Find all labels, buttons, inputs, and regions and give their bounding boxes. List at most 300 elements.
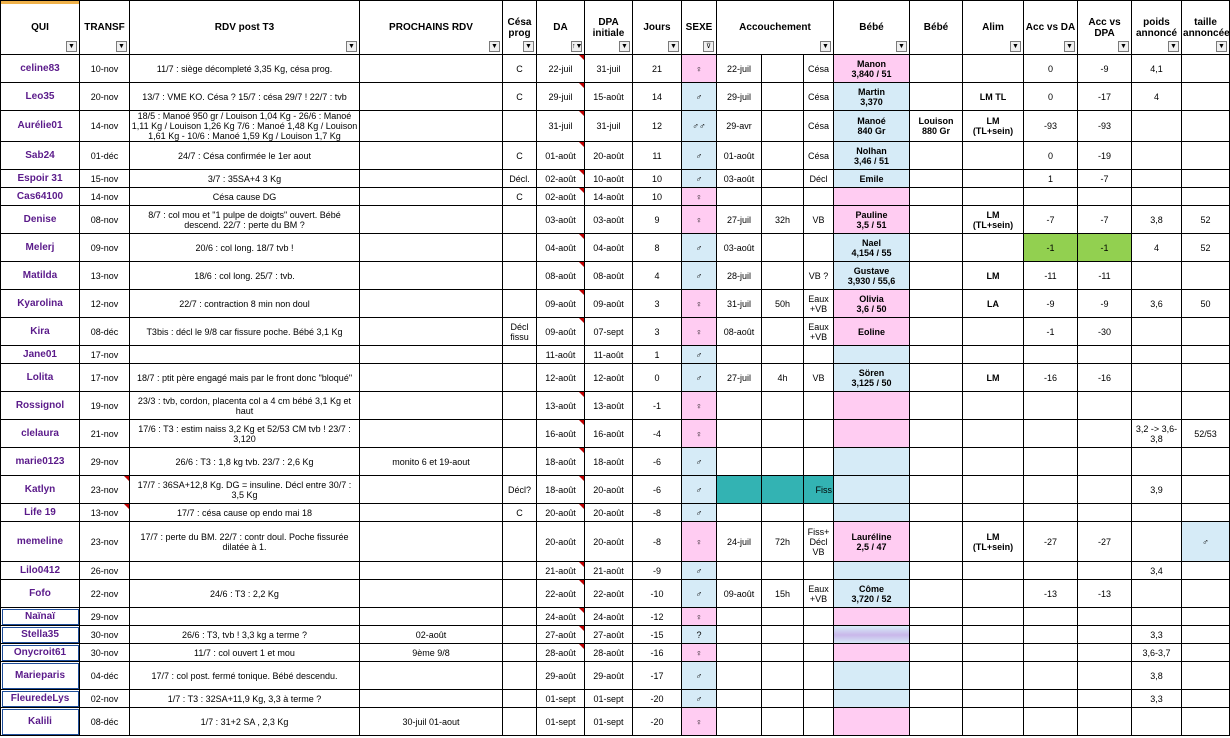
cell-bebe-2[interactable] [910,504,963,522]
cell-cesa-prog[interactable] [503,262,537,290]
cell-bebe[interactable] [834,420,910,448]
cell-sexe[interactable]: ♂ [682,448,717,476]
cell-acc-vs-dpa[interactable]: -7 [1078,170,1132,188]
cell-acc-duree[interactable]: 32h [762,206,804,234]
cell-prochains-rdv[interactable] [360,662,503,690]
cell-qui[interactable]: Fofo [1,580,80,608]
cell-qui[interactable]: Onycroit61 [1,644,80,662]
cell-transf[interactable]: 26-nov [80,562,130,580]
cell-taille-annoncee[interactable] [1182,662,1230,690]
cell-acc-vs-dpa[interactable] [1078,644,1132,662]
cell-jours[interactable]: 0 [633,364,682,392]
cell-dpa-initiale[interactable]: 31-juil [585,111,633,142]
cell-jours[interactable]: -15 [633,626,682,644]
cell-bebe-2[interactable] [910,708,963,736]
cell-acc-vs-dpa[interactable]: -27 [1078,522,1132,562]
cell-qui[interactable]: Cas64100 [1,188,80,206]
cell-bebe[interactable]: Eoline [834,318,910,346]
cell-jours[interactable]: 4 [633,262,682,290]
cell-poids-annonce[interactable]: 3,3 [1132,690,1182,708]
cell-acc-vs-dpa[interactable]: -13 [1078,580,1132,608]
cell-acc-type[interactable]: Césa [804,83,834,111]
cell-bebe[interactable] [834,188,910,206]
cell-acc-vs-dpa[interactable]: -11 [1078,262,1132,290]
cell-alim[interactable] [963,420,1024,448]
cell-taille-annoncee[interactable] [1182,644,1230,662]
cell-qui[interactable]: Leo35 [1,83,80,111]
cell-sexe[interactable]: ♂ [682,690,717,708]
dropdown-arrow-icon[interactable]: ▼ [1216,41,1227,52]
cell-da[interactable]: 27-août [537,626,585,644]
cell-poids-annonce[interactable] [1132,448,1182,476]
cell-prochains-rdv[interactable] [360,608,503,626]
header-sexe[interactable]: SEXE ⊽ [682,1,717,55]
cell-dpa-initiale[interactable]: 31-juil [585,55,633,83]
cell-poids-annonce[interactable] [1132,504,1182,522]
cell-acc-date[interactable]: 22-juil [717,55,762,83]
cell-dpa-initiale[interactable]: 01-sept [585,708,633,736]
cell-rdv-post-t3[interactable]: 13/7 : VME KO. Césa ? 15/7 : césa 29/7 ! 22/7 : tvb [130,83,360,111]
cell-prochains-rdv[interactable] [360,206,503,234]
cell-acc-date[interactable] [717,420,762,448]
cell-acc-vs-da[interactable]: -11 [1024,262,1078,290]
cell-dpa-initiale[interactable]: 24-août [585,608,633,626]
cell-sexe[interactable]: ♂ [682,562,717,580]
cell-poids-annonce[interactable]: 4 [1132,83,1182,111]
cell-acc-date[interactable]: 28-juil [717,262,762,290]
cell-bebe[interactable] [834,448,910,476]
cell-sexe[interactable]: ♀ [682,522,717,562]
cell-prochains-rdv[interactable] [360,111,503,142]
cell-da[interactable]: 02-août [537,188,585,206]
cell-acc-vs-da[interactable] [1024,420,1078,448]
cell-jours[interactable]: -6 [633,476,682,504]
cell-jours[interactable]: -6 [633,448,682,476]
cell-cesa-prog[interactable] [503,626,537,644]
cell-transf[interactable]: 15-nov [80,170,130,188]
header-poids-annonce[interactable]: poids annoncé ▼ [1132,1,1182,55]
cell-acc-vs-da[interactable]: -9 [1024,290,1078,318]
cell-acc-vs-da[interactable] [1024,476,1078,504]
cell-sexe[interactable]: ♂ [682,262,717,290]
cell-acc-vs-da[interactable] [1024,346,1078,364]
cell-acc-vs-da[interactable]: -13 [1024,580,1078,608]
cell-qui[interactable]: Sab24 [1,142,80,170]
header-jours[interactable]: Jours ▼ [633,1,682,55]
cell-dpa-initiale[interactable]: 13-août [585,392,633,420]
cell-acc-type[interactable]: Décl [804,170,834,188]
cell-acc-vs-da[interactable] [1024,708,1078,736]
cell-acc-type[interactable]: VB [804,364,834,392]
cell-sexe[interactable]: ♀ [682,392,717,420]
cell-bebe[interactable] [834,608,910,626]
cell-bebe[interactable]: Lauréline 2,5 / 47 [834,522,910,562]
cell-qui[interactable]: Jane01 [1,346,80,364]
cell-transf[interactable]: 08-déc [80,318,130,346]
cell-poids-annonce[interactable]: 3,6 [1132,290,1182,318]
header-prochains-rdv[interactable]: PROCHAINS RDV ▼ [360,1,503,55]
cell-poids-annonce[interactable] [1132,522,1182,562]
cell-jours[interactable]: 10 [633,188,682,206]
cell-sexe[interactable]: ♂ [682,476,717,504]
cell-transf[interactable]: 22-nov [80,580,130,608]
cell-cesa-prog[interactable] [503,346,537,364]
cell-sexe[interactable]: ♂ [682,364,717,392]
cell-sexe[interactable]: ♀ [682,290,717,318]
cell-da[interactable]: 18-août [537,448,585,476]
cell-acc-vs-da[interactable] [1024,392,1078,420]
cell-acc-vs-da[interactable] [1024,562,1078,580]
cell-acc-date[interactable] [717,188,762,206]
cell-da[interactable]: 29-juil [537,83,585,111]
cell-dpa-initiale[interactable]: 27-août [585,626,633,644]
cell-qui[interactable]: Katlyn [1,476,80,504]
cell-bebe-2[interactable] [910,188,963,206]
cell-da[interactable]: 03-août [537,206,585,234]
cell-acc-type[interactable] [804,626,834,644]
cell-acc-type[interactable] [804,608,834,626]
cell-qui[interactable]: Rossignol [1,392,80,420]
cell-acc-vs-dpa[interactable]: -30 [1078,318,1132,346]
cell-acc-vs-da[interactable] [1024,448,1078,476]
cell-transf[interactable]: 08-déc [80,708,130,736]
cell-acc-vs-da[interactable]: -1 [1024,318,1078,346]
cell-bebe-2[interactable] [910,142,963,170]
cell-acc-duree[interactable] [762,608,804,626]
cell-dpa-initiale[interactable]: 16-août [585,420,633,448]
cell-taille-annoncee[interactable] [1182,262,1230,290]
cell-dpa-initiale[interactable]: 09-août [585,290,633,318]
cell-bebe-2[interactable] [910,662,963,690]
cell-dpa-initiale[interactable]: 12-août [585,364,633,392]
cell-acc-date[interactable]: 31-juil [717,290,762,318]
cell-jours[interactable]: -12 [633,608,682,626]
cell-alim[interactable] [963,188,1024,206]
cell-transf[interactable]: 23-nov [80,522,130,562]
cell-jours[interactable]: 1 [633,346,682,364]
cell-poids-annonce[interactable] [1132,580,1182,608]
cell-bebe-2[interactable] [910,290,963,318]
cell-rdv-post-t3[interactable]: 17/7 : 36SA+12,8 Kg. DG = insuline. Décl entre 30/7 : 3,5 Kg [130,476,360,504]
cell-jours[interactable]: 11 [633,142,682,170]
cell-sexe[interactable]: ♀ [682,55,717,83]
cell-acc-date[interactable] [717,708,762,736]
cell-acc-vs-da[interactable]: -27 [1024,522,1078,562]
cell-rdv-post-t3[interactable]: 11/7 : siège décompleté 3,35 Kg, césa prog. [130,55,360,83]
cell-rdv-post-t3[interactable]: 18/6 : col long. 25/7 : tvb. [130,262,360,290]
cell-sexe[interactable]: ♂♂ [682,111,717,142]
cell-alim[interactable] [963,55,1024,83]
cell-sexe[interactable]: ♀ [682,608,717,626]
cell-prochains-rdv[interactable] [360,504,503,522]
cell-poids-annonce[interactable]: 3,8 [1132,206,1182,234]
cell-bebe-2[interactable] [910,562,963,580]
cell-bebe-2[interactable] [910,580,963,608]
cell-dpa-initiale[interactable]: 20-août [585,522,633,562]
cell-bebe-2[interactable] [910,346,963,364]
cell-poids-annonce[interactable]: 4,1 [1132,55,1182,83]
cell-acc-type[interactable] [804,562,834,580]
dropdown-arrow-icon[interactable]: ▼ [116,41,127,52]
cell-acc-duree[interactable] [762,708,804,736]
cell-alim[interactable]: LA [963,290,1024,318]
cell-bebe[interactable]: Olivia 3,6 / 50 [834,290,910,318]
cell-dpa-initiale[interactable]: 14-août [585,188,633,206]
cell-dpa-initiale[interactable]: 18-août [585,448,633,476]
cell-alim[interactable] [963,346,1024,364]
cell-acc-vs-da[interactable]: 0 [1024,142,1078,170]
cell-prochains-rdv[interactable] [360,55,503,83]
cell-acc-vs-dpa[interactable] [1078,690,1132,708]
cell-transf[interactable]: 30-nov [80,626,130,644]
cell-transf[interactable]: 17-nov [80,346,130,364]
cell-taille-annoncee[interactable] [1182,364,1230,392]
cell-rdv-post-t3[interactable]: 17/6 : T3 : estim naiss 3,2 Kg et 52/53 CM tvb ! 23/7 : 3,120 [130,420,360,448]
cell-jours[interactable]: -16 [633,644,682,662]
cell-acc-duree[interactable]: 15h [762,580,804,608]
cell-acc-duree[interactable]: 72h [762,522,804,562]
cell-rdv-post-t3[interactable]: 11/7 : col ouvert 1 et mou [130,644,360,662]
cell-poids-annonce[interactable] [1132,364,1182,392]
cell-bebe-2[interactable] [910,690,963,708]
cell-da[interactable]: 24-août [537,608,585,626]
cell-acc-vs-da[interactable]: -16 [1024,364,1078,392]
cell-sexe[interactable]: ♂ [682,662,717,690]
cell-da[interactable]: 28-août [537,644,585,662]
cell-rdv-post-t3[interactable]: 24/6 : T3 : 2,2 Kg [130,580,360,608]
cell-acc-date[interactable]: 03-août [717,234,762,262]
cell-da[interactable]: 04-août [537,234,585,262]
cell-da[interactable]: 31-juil [537,111,585,142]
cell-acc-type[interactable]: Césa [804,142,834,170]
dropdown-arrow-icon[interactable]: ▼ [489,41,500,52]
cell-rdv-post-t3[interactable]: 20/6 : col long. 18/7 tvb ! [130,234,360,262]
cell-cesa-prog[interactable] [503,364,537,392]
cell-prochains-rdv[interactable] [360,392,503,420]
cell-rdv-post-t3[interactable]: T3bis : décl le 9/8 car fissure poche. Bébé 3,1 Kg [130,318,360,346]
cell-da[interactable]: 20-août [537,504,585,522]
cell-dpa-initiale[interactable]: 21-août [585,562,633,580]
cell-alim[interactable] [963,662,1024,690]
cell-cesa-prog[interactable] [503,580,537,608]
cell-taille-annoncee[interactable] [1182,83,1230,111]
cell-jours[interactable]: 14 [633,83,682,111]
cell-bebe-2[interactable] [910,234,963,262]
cell-acc-vs-dpa[interactable] [1078,662,1132,690]
cell-taille-annoncee[interactable] [1182,504,1230,522]
cell-cesa-prog[interactable] [503,662,537,690]
cell-taille-annoncee[interactable] [1182,690,1230,708]
cell-rdv-post-t3[interactable]: 17/7 : césa cause op endo mai 18 [130,504,360,522]
cell-acc-duree[interactable] [762,626,804,644]
cell-acc-type[interactable] [804,234,834,262]
cell-alim[interactable] [963,608,1024,626]
cell-prochains-rdv[interactable] [360,580,503,608]
cell-sexe[interactable]: ♂ [682,580,717,608]
cell-prochains-rdv[interactable] [360,476,503,504]
cell-dpa-initiale[interactable]: 03-août [585,206,633,234]
cell-rdv-post-t3[interactable]: 1/7 : 31+2 SA , 2,3 Kg [130,708,360,736]
cell-acc-duree[interactable] [762,170,804,188]
cell-qui[interactable]: Melerj [1,234,80,262]
cell-bebe[interactable]: Nolhan 3,46 / 51 [834,142,910,170]
cell-alim[interactable] [963,562,1024,580]
cell-jours[interactable]: 12 [633,111,682,142]
cell-alim[interactable] [963,318,1024,346]
cell-acc-date[interactable] [717,562,762,580]
cell-da[interactable]: 13-août [537,392,585,420]
cell-acc-vs-da[interactable] [1024,504,1078,522]
cell-dpa-initiale[interactable]: 20-août [585,504,633,522]
cell-sexe[interactable]: ♀ [682,644,717,662]
cell-prochains-rdv[interactable] [360,364,503,392]
cell-acc-duree[interactable]: 4h [762,364,804,392]
cell-dpa-initiale[interactable]: 11-août [585,346,633,364]
cell-cesa-prog[interactable]: C [503,55,537,83]
cell-prochains-rdv[interactable] [360,290,503,318]
cell-acc-type[interactable] [804,188,834,206]
cell-alim[interactable]: LM (TL+sein) [963,111,1024,142]
cell-prochains-rdv[interactable]: 30-juil 01-aout [360,708,503,736]
dropdown-arrow-icon[interactable]: ▼ [820,41,831,52]
cell-alim[interactable]: LM [963,364,1024,392]
cell-da[interactable]: 09-août [537,290,585,318]
cell-acc-type[interactable] [804,392,834,420]
cell-cesa-prog[interactable] [503,522,537,562]
cell-transf[interactable]: 08-nov [80,206,130,234]
cell-taille-annoncee[interactable] [1182,476,1230,504]
cell-alim[interactable] [963,142,1024,170]
cell-transf[interactable]: 10-nov [80,55,130,83]
cell-rdv-post-t3[interactable]: 26/6 : T3, tvb ! 3,3 kg a terme ? [130,626,360,644]
dropdown-arrow-icon[interactable]: ▼ [346,41,357,52]
cell-acc-type[interactable] [804,346,834,364]
cell-transf[interactable]: 04-déc [80,662,130,690]
cell-acc-vs-dpa[interactable] [1078,420,1132,448]
cell-transf[interactable]: 19-nov [80,392,130,420]
cell-da[interactable]: 02-août [537,170,585,188]
cell-bebe-2[interactable]: Louison 880 Gr [910,111,963,142]
cell-acc-duree[interactable] [762,690,804,708]
cell-bebe[interactable]: Pauline 3,5 / 51 [834,206,910,234]
cell-alim[interactable] [963,644,1024,662]
cell-poids-annonce[interactable] [1132,346,1182,364]
cell-transf[interactable]: 02-nov [80,690,130,708]
cell-acc-duree[interactable] [762,83,804,111]
cell-jours[interactable]: -8 [633,522,682,562]
cell-acc-duree[interactable] [762,662,804,690]
cell-cesa-prog[interactable] [503,644,537,662]
cell-cesa-prog[interactable] [503,111,537,142]
cell-poids-annonce[interactable]: 3,9 [1132,476,1182,504]
cell-bebe[interactable] [834,562,910,580]
cell-jours[interactable]: 3 [633,318,682,346]
cell-sexe[interactable]: ♀ [682,708,717,736]
header-bebe[interactable]: Bébé ▼ [834,1,910,55]
cell-alim[interactable] [963,476,1024,504]
cell-cesa-prog[interactable]: C [503,83,537,111]
cell-bebe[interactable] [834,708,910,736]
cell-da[interactable]: 01-sept [537,690,585,708]
cell-acc-type[interactable]: VB ? [804,262,834,290]
cell-bebe[interactable]: Martin 3,370 [834,83,910,111]
cell-taille-annoncee[interactable] [1182,170,1230,188]
cell-jours[interactable]: -4 [633,420,682,448]
cell-poids-annonce[interactable]: 4 [1132,234,1182,262]
cell-acc-vs-dpa[interactable]: -9 [1078,290,1132,318]
cell-taille-annoncee[interactable] [1182,142,1230,170]
cell-alim[interactable]: LM TL [963,83,1024,111]
cell-cesa-prog[interactable]: Décl. [503,170,537,188]
dropdown-arrow-icon[interactable]: ▼ [523,41,534,52]
cell-alim[interactable]: LM (TL+sein) [963,522,1024,562]
cell-prochains-rdv[interactable]: 02-août [360,626,503,644]
cell-cesa-prog[interactable] [503,420,537,448]
cell-acc-vs-da[interactable]: -7 [1024,206,1078,234]
dropdown-arrow-icon[interactable]: ▼ [1168,41,1179,52]
cell-jours[interactable]: -8 [633,504,682,522]
cell-acc-vs-da[interactable] [1024,644,1078,662]
cell-poids-annonce[interactable] [1132,262,1182,290]
cell-acc-vs-da[interactable]: 0 [1024,55,1078,83]
cell-da[interactable]: 29-août [537,662,585,690]
cell-taille-annoncee[interactable] [1182,346,1230,364]
cell-da[interactable]: 08-août [537,262,585,290]
cell-acc-vs-dpa[interactable] [1078,476,1132,504]
header-da[interactable]: DA ↑▼ [537,1,585,55]
cell-da[interactable]: 12-août [537,364,585,392]
cell-transf[interactable]: 29-nov [80,608,130,626]
cell-acc-vs-dpa[interactable] [1078,392,1132,420]
cell-rdv-post-t3[interactable]: 1/7 : T3 : 32SA+11,9 Kg, 3,3 à terme ? [130,690,360,708]
cell-jours[interactable]: 8 [633,234,682,262]
cell-transf[interactable]: 12-nov [80,290,130,318]
cell-bebe[interactable] [834,626,910,644]
cell-bebe[interactable]: Sören 3,125 / 50 [834,364,910,392]
cell-acc-vs-da[interactable]: -93 [1024,111,1078,142]
cell-acc-type[interactable]: Césa [804,55,834,83]
cell-acc-vs-dpa[interactable]: -7 [1078,206,1132,234]
cell-cesa-prog[interactable]: Décl fissu [503,318,537,346]
cell-rdv-post-t3[interactable]: 18/5 : Manoé 950 gr / Louison 1,04 Kg - 26/6 : Manoé 1,11 Kg / Louison 1,26 Kg 7/6 : Manoé 1,48 Kg / Louison 1,61 Kg - 10/6 : Manoé 1,59 Kg / Louison 1,7 Kg [130,111,360,142]
cell-qui[interactable]: Naïnaï [1,608,80,626]
cell-poids-annonce[interactable] [1132,170,1182,188]
cell-acc-type[interactable]: Eaux +VB [804,290,834,318]
cell-bebe-2[interactable] [910,364,963,392]
cell-da[interactable]: 22-juil [537,55,585,83]
cell-acc-date[interactable]: 24-juil [717,522,762,562]
cell-dpa-initiale[interactable]: 01-sept [585,690,633,708]
cell-cesa-prog[interactable] [503,608,537,626]
cell-prochains-rdv[interactable]: monito 6 et 19-aout [360,448,503,476]
cell-acc-duree[interactable] [762,346,804,364]
cell-acc-duree[interactable] [762,476,804,504]
cell-rdv-post-t3[interactable]: Césa cause DG [130,188,360,206]
cell-transf[interactable]: 13-nov [80,504,130,522]
cell-bebe-2[interactable] [910,644,963,662]
cell-acc-type[interactable] [804,708,834,736]
dropdown-arrow-icon[interactable]: ▼ [619,41,630,52]
cell-qui[interactable]: marie0123 [1,448,80,476]
cell-poids-annonce[interactable] [1132,318,1182,346]
cell-acc-date[interactable] [717,644,762,662]
cell-qui[interactable]: Aurélie01 [1,111,80,142]
cell-qui[interactable]: Life 19 [1,504,80,522]
cell-acc-type[interactable]: Eaux +VB [804,580,834,608]
cell-qui[interactable]: Lilo0412 [1,562,80,580]
cell-transf[interactable]: 29-nov [80,448,130,476]
cell-acc-date[interactable] [717,346,762,364]
